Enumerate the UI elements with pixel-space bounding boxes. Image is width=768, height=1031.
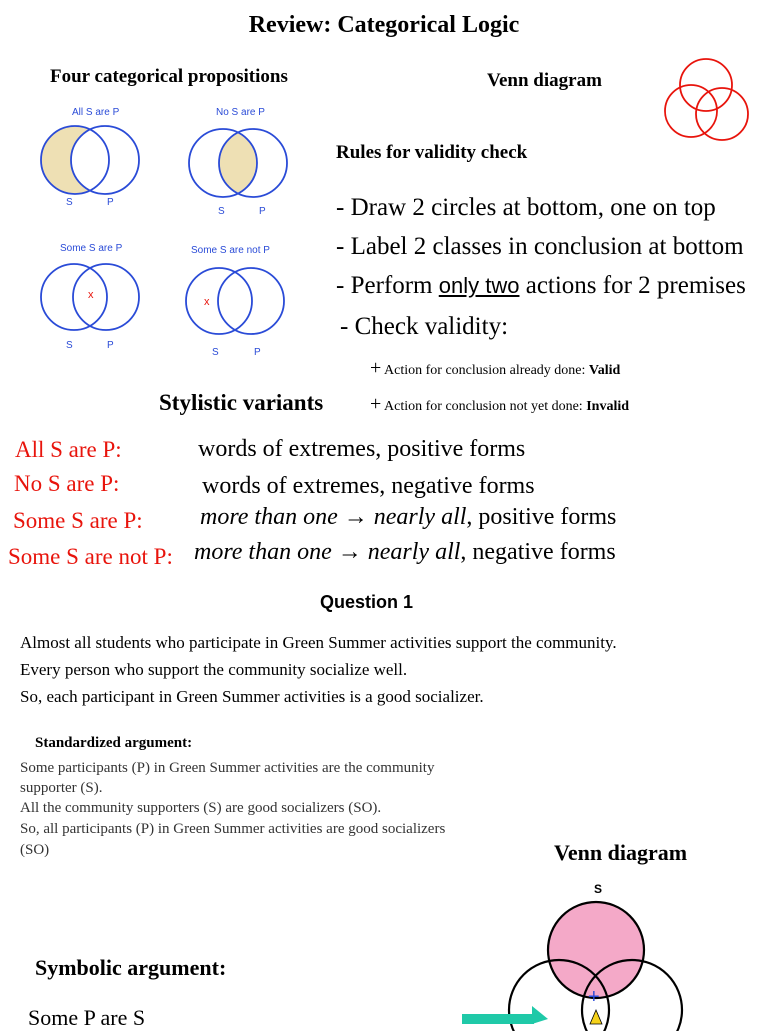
question-line-1: Almost all students who participate in Green Summer activities support the community. [20,633,617,652]
question-line-2: Every person who support the community socialize well. [20,660,408,679]
check-valid-line [370,357,620,380]
rule-perform-emphasis: only two [438,273,520,298]
venn-heading: Venn diagram [487,70,602,91]
rule-perform-actions [336,272,746,300]
some-s-are-p-label: Some S are P [60,243,123,254]
four-props-heading: Four categorical propositions [50,66,288,87]
standardized-line-1: Some participants (P) in Green Summer activities are the community [20,760,435,776]
some-s-are-not-p-s: S [212,347,219,358]
all-s-are-p-s: S [66,197,73,208]
some-s-are-p-diagram [38,264,153,334]
variant-desc-all: words of extremes, positive forms [198,436,526,462]
some-s-are-not-p-p: P [254,347,261,358]
plus-icon: + [370,357,382,379]
some-s-are-p-x-mark: x [88,289,94,301]
rule-perform-suffix: actions for 2 premises [519,272,746,299]
venn2-heading: Venn diagram [554,840,688,865]
some-s-are-not-p-diagram [183,268,298,338]
standardized-line-5: (SO) [20,842,50,858]
variant-form-no: No S are P: [14,471,120,496]
rule-perform-prefix: - Perform [336,272,439,299]
check-invalid-verdict: Invalid [586,399,630,414]
rules-heading: Rules for validity check [336,142,528,163]
some-s-are-p-s: S [66,340,73,351]
no-s-are-p-p: P [259,206,266,217]
page-title: Review: Categorical Logic [248,12,520,38]
question-line-3: So, each participant in Green Summer activities is a good socializer. [20,687,484,706]
no-s-are-p-s: S [218,206,225,217]
check-invalid-line [370,393,629,416]
check-invalid-text: Action for conclusion not yet done: [384,399,587,414]
symbolic-heading: Symbolic argument: [35,955,227,980]
three-circle-venn-icon [660,58,752,144]
rule-label-classes: - Label 2 classes in conclusion at bottom [336,233,744,260]
standardized-heading: Standardized argument: [35,735,193,751]
standardized-line-3: All the community supporters (S) are good socializers (SO). [20,800,382,816]
variant-desc-no: words of extremes, negative forms [202,473,535,499]
three-circle-venn-diagram [460,900,750,1024]
rule-draw-circles: - Draw 2 circles at bottom, one on top [336,194,716,221]
variant-desc-some-not [194,539,616,566]
venn2-plus-mark: + [588,986,600,1008]
symbolic-line-1: Some P are S [28,1005,146,1030]
plus-icon: + [370,393,382,415]
some-s-are-p-p: P [107,340,114,351]
variant-desc-some-not-rest: , negative forms [460,539,616,565]
all-s-are-p-diagram [36,125,151,197]
variant-form-some: Some S are P: [13,508,143,533]
variant-desc-some-not-italic: more than one → nearly all [194,539,461,565]
all-s-are-p-label: All S are P [72,107,120,118]
check-valid-text: Action for conclusion already done: [384,363,589,378]
no-s-are-p-label: No S are P [216,107,265,118]
standardized-line-4: So, all participants (P) in Green Summer activities are good socializers [20,821,446,837]
no-s-are-p-diagram [186,128,301,200]
check-valid-verdict: Valid [588,363,621,378]
stylistic-heading: Stylistic variants [159,390,324,415]
some-s-are-not-p-label: Some S are not P [191,245,270,256]
standardized-line-2: supporter (S). [20,780,103,796]
variant-desc-some [200,504,616,531]
variant-desc-some-italic: more than one → nearly all [200,504,467,530]
question-heading: Question 1 [320,592,414,612]
all-s-are-p-p: P [107,197,114,208]
some-s-are-not-p-x-mark: x [204,296,210,308]
variant-form-all: All S are P: [15,437,122,462]
rule-check-validity: - Check validity: [340,313,509,340]
venn2-top-label: S [594,882,603,896]
variant-form-some-not: Some S are not P: [8,544,173,569]
variant-desc-some-rest: , positive forms [466,504,617,530]
